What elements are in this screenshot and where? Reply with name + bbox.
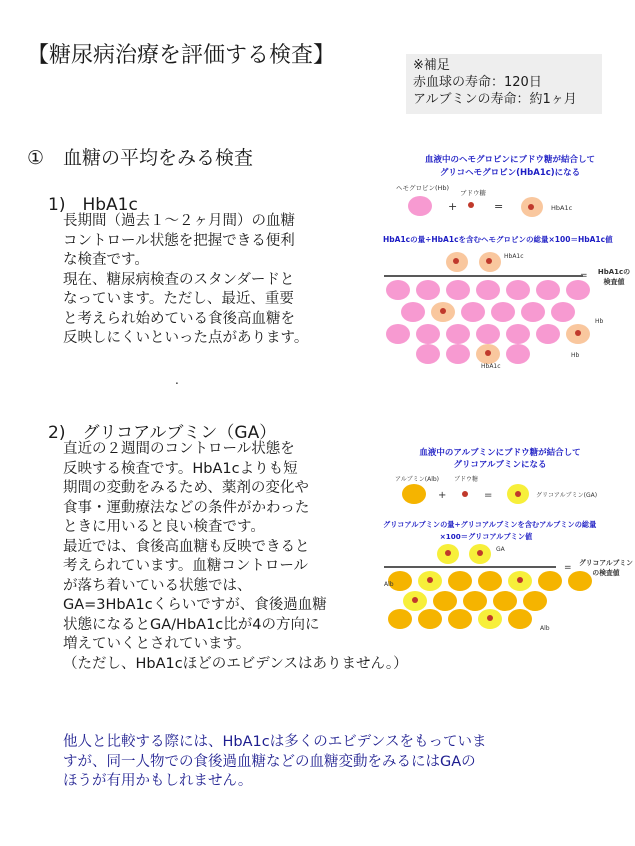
hb-label: ヘモグロビン(Hb): [396, 184, 450, 192]
page-title: 【糖尿病治療を評価する検査】: [27, 43, 336, 68]
hb-label: Hb: [571, 352, 580, 359]
glucose-dot: [427, 577, 433, 583]
albumin-cell: [448, 571, 472, 591]
hemoglobin-cell: [386, 280, 410, 300]
result-label: の検査値: [592, 569, 620, 577]
alb-label: Alb: [384, 581, 394, 588]
glucose-dot: [440, 308, 446, 314]
glucose-dot: [487, 615, 493, 621]
text-line: コントロール状態を把握できる便利: [63, 232, 295, 249]
text-line: 期間の変動をみるため、薬剤の変化や: [63, 480, 309, 496]
hemoglobin-cell: [491, 302, 515, 322]
text-line: 直近の２週間のコントロール状態を: [63, 441, 295, 457]
hemoglobin-cell: [551, 302, 575, 322]
albumin-cell: [418, 609, 442, 629]
text-line: 長期間（過去１～２ヶ月間）の血糖: [63, 213, 295, 229]
hemoglobin-cells: [386, 280, 590, 364]
glucose-dot: [453, 258, 459, 264]
equals-sign: =: [580, 271, 588, 281]
hemoglobin-cell: [416, 280, 440, 300]
equals-sign: =: [564, 563, 572, 573]
hba1c-label: HbA1c: [504, 253, 524, 260]
note-line: ※補足: [413, 58, 450, 73]
glucose-dot: [412, 597, 418, 603]
glucose-dot: [515, 491, 521, 497]
glucose-dot: [517, 577, 523, 583]
summary-line: すが、同一人物での食後過血糖などの血糖変動をみるにはGAの: [63, 753, 476, 770]
diagram-title: 血液中のヘモグロビンにブドウ糖が結合して: [424, 155, 596, 165]
hba1c-label: HbA1c: [551, 204, 573, 212]
result-label: グリコアルブミン: [579, 559, 633, 567]
section-heading: ① 血糖の平均をみる検査: [27, 147, 254, 169]
hemoglobin-cell: [476, 280, 500, 300]
hemoglobin-cell: [506, 324, 530, 344]
text-line: と考えられ始めている食後高血糖を: [63, 310, 295, 327]
hemoglobin-cell: [446, 324, 470, 344]
albumin-cell: [402, 484, 426, 504]
albumin-cell: [478, 571, 502, 591]
diagram-title: グリコヘモグロビン(HbA1c)になる: [439, 168, 581, 178]
diagram-title: グリコアルブミンになる: [453, 460, 547, 470]
albumin-cell: [463, 591, 487, 611]
hemoglobin-cell: [536, 280, 560, 300]
hemoglobin-cell: [536, 324, 560, 344]
albumin-cells: [388, 571, 592, 629]
albumin-cell: [568, 571, 592, 591]
hb-label: Hb: [595, 318, 604, 325]
text-line: 増えていくとされています。: [63, 636, 251, 652]
hemoglobin-cell: [446, 280, 470, 300]
result-label: 検査値: [603, 278, 625, 286]
albumin-cell: [433, 591, 457, 611]
ga-diagram: [378, 443, 633, 638]
text-line: な検査です。: [63, 252, 149, 268]
glucose-label: ブドウ糖: [454, 476, 479, 483]
albumin-cell: [448, 609, 472, 629]
text-line: GA=3HbA1cくらいですが、食後過血糖: [63, 597, 327, 613]
text-line: （ただし、HbA1cほどのエビデンスはありません。）: [63, 655, 408, 672]
formula: ×100＝グリコアルブミン値: [439, 532, 533, 541]
glucose-dot: [575, 330, 581, 336]
note-line: 赤血球の寿命：120日: [413, 75, 542, 90]
equals-sign: =: [484, 490, 493, 501]
summary-text: [63, 733, 487, 792]
hemoglobin-cell: [408, 196, 432, 216]
albumin-cell: [508, 609, 532, 629]
ga-heading: 2) グリコアルブミン（GA）: [48, 423, 277, 443]
albumin-cell: [388, 609, 412, 629]
equals-sign: =: [494, 200, 504, 213]
hemoglobin-cell: [401, 302, 425, 322]
hemoglobin-cell: [506, 280, 530, 300]
ga-label: GA: [496, 546, 505, 553]
supplement-note: [406, 54, 602, 114]
glucose-dot: [477, 550, 483, 556]
hemoglobin-cell: [416, 324, 440, 344]
summary-line: ほうが有用かもしれません。: [63, 773, 253, 789]
formula: グリコアルブミンの量÷グリコアルブミンを含むアルブミンの総量: [383, 520, 597, 529]
text-line: 反映しにくいといった点があります。: [63, 330, 309, 346]
glucose-label: ブドウ糖: [460, 189, 486, 197]
text-line: 状態になるとGA/HbA1c比が4の方向に: [63, 616, 320, 633]
stray-dot: .: [175, 373, 179, 387]
text-line: 考えられています。血糖コントロール: [63, 558, 309, 574]
diagram-title: 血液中のアルブミンにブドウ糖が結合して: [419, 448, 581, 458]
alb-label: アルブミン(Alb): [395, 476, 440, 483]
hemoglobin-cell: [566, 280, 590, 300]
text-line: ときに用いると良い検査です。: [63, 519, 265, 535]
formula: HbA1cの量÷HbA1cを含むヘモグロビンの総量×100＝HbA1c値: [383, 235, 613, 244]
note-line: アルブミンの寿命：約1ヶ月: [413, 92, 577, 107]
glucose-dot: [485, 350, 491, 356]
albumin-cell: [538, 571, 562, 591]
albumin-cell: [523, 591, 547, 611]
glucose-dot: [462, 491, 468, 497]
hba1c-heading: 1) HbA1c: [48, 195, 138, 215]
hemoglobin-cell: [446, 344, 470, 364]
plus-sign: +: [438, 490, 447, 501]
hemoglobin-cell: [386, 324, 410, 344]
hemoglobin-cell: [506, 344, 530, 364]
result-label: HbA1cの: [597, 268, 631, 276]
text-line: なっています。ただし、最近、重要: [63, 291, 294, 307]
hemoglobin-cell: [476, 324, 500, 344]
text-line: 反映する検査です。HbA1cよりも短: [63, 460, 298, 477]
glucose-dot: [528, 204, 534, 210]
glucose-dot: [445, 550, 451, 556]
text-line: 食事・運動療法などの条件がかわった: [63, 499, 310, 516]
hba1c-label: HbA1c: [481, 363, 501, 370]
hba1c-diagram: [378, 150, 633, 375]
hemoglobin-cell: [521, 302, 545, 322]
plus-sign: +: [448, 200, 458, 213]
text-line: 最近では、食後高血糖も反映できると: [63, 538, 310, 555]
summary-line: 他人と比較する際には、HbA1cは多くのエビデンスをもっていま: [63, 734, 487, 750]
text-line: が落ち着いている状態では、: [63, 577, 252, 594]
hba1c-description: [63, 212, 363, 349]
alb-label: Alb: [540, 625, 550, 632]
albumin-cell: [493, 591, 517, 611]
glucose-dot: [486, 258, 492, 264]
text-line: 現在、糖尿病検査のスタンダードと: [63, 271, 295, 288]
ga-description: [63, 440, 408, 674]
glucose-dot: [468, 202, 474, 208]
ga-small-label: グリコアルブミン(GA): [536, 492, 598, 499]
hemoglobin-cell: [461, 302, 485, 322]
hemoglobin-cell: [416, 344, 440, 364]
